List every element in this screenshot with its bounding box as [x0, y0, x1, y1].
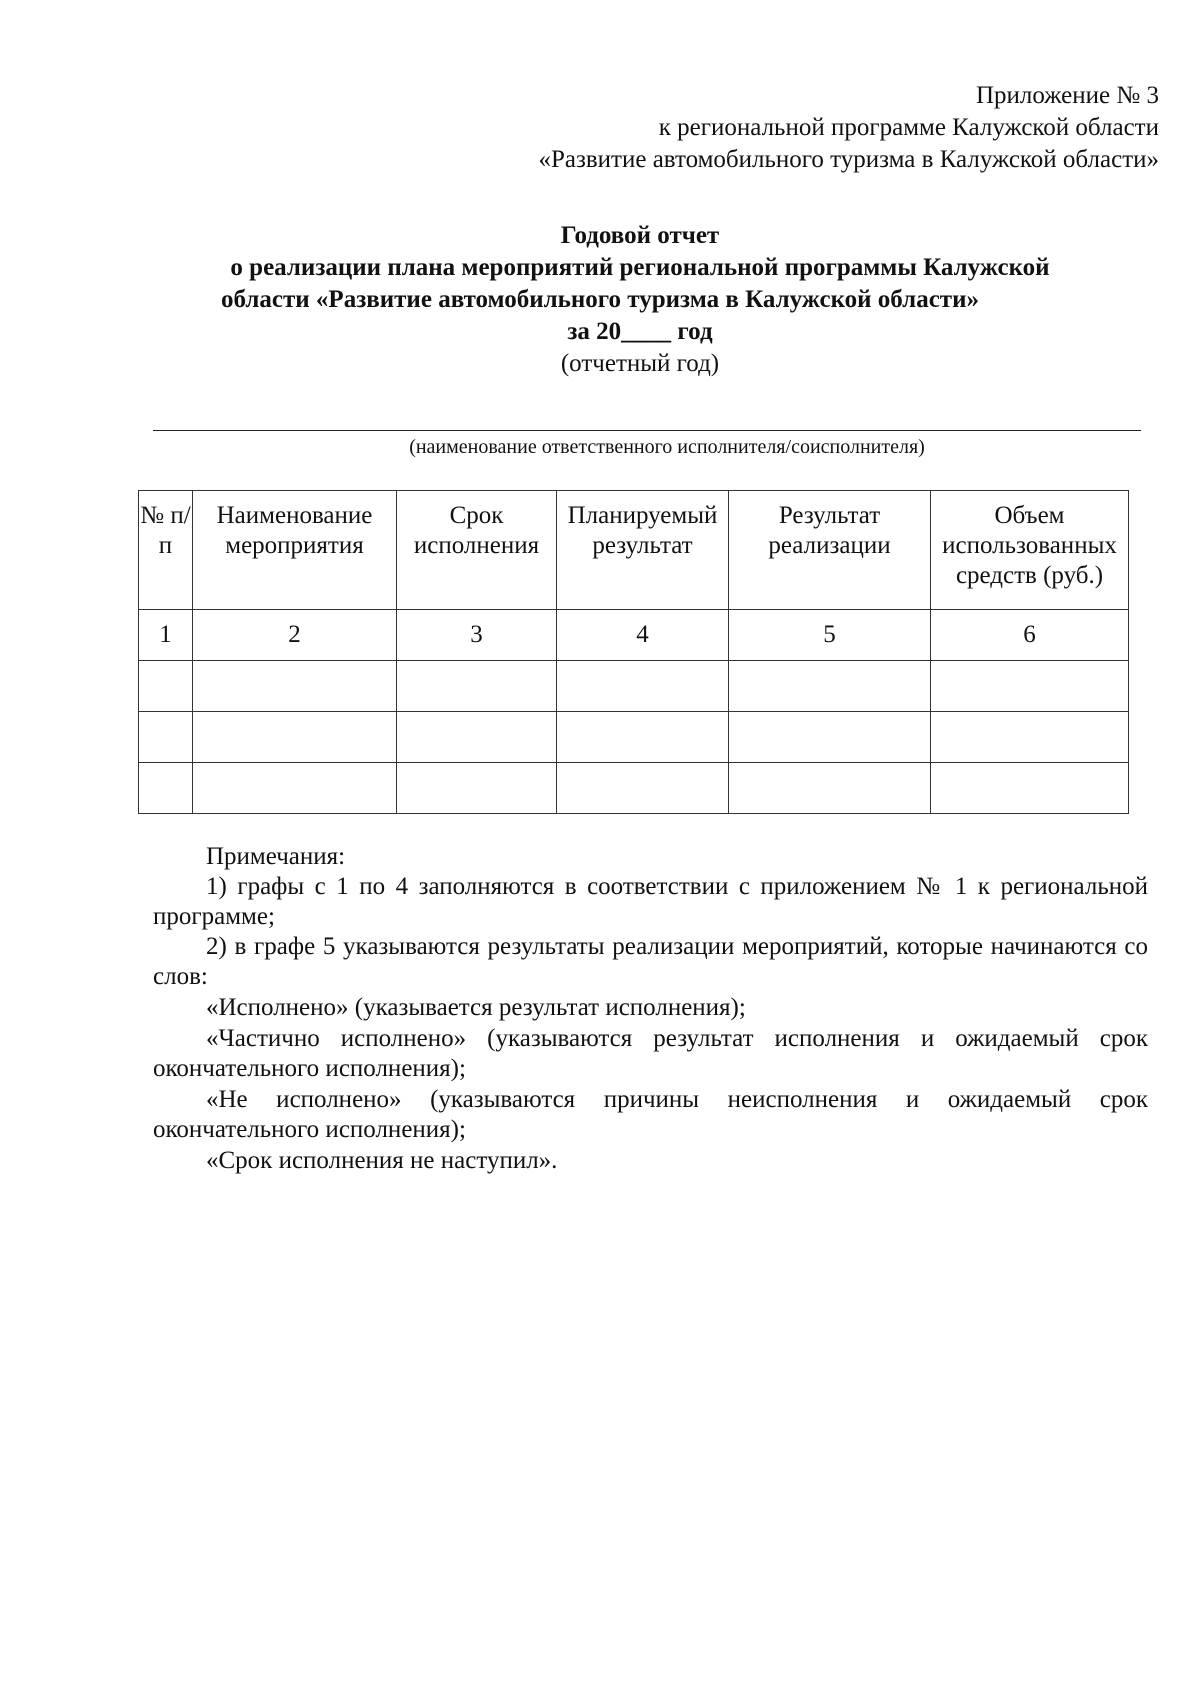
report-title [0, 220, 1200, 380]
note-item-executed: «Исполнено» (указывается результат исполнения); [206, 994, 746, 1021]
header-planned-result: Планируемый результат [557, 491, 729, 610]
table-cell [931, 712, 1129, 763]
table-row [139, 712, 1129, 763]
note-item-not-due: «Срок исполнения не наступил». [206, 1147, 558, 1174]
header-funds-used: Объем использованных средств (руб.) [931, 491, 1129, 610]
report-year-caption: (отчетный год) [560, 350, 720, 377]
notes-heading: Примечания: [206, 843, 346, 870]
report-title-subject-1: о реализации плана мероприятий региональной программы Калужской [230, 254, 1050, 281]
header-actual-result: Результат реализации [729, 491, 931, 610]
column-number-6: 6 [931, 610, 1129, 661]
appendix-program-name: «Развитие автомобильного туризма в Калужской области» [538, 146, 1159, 173]
column-number-3: 3 [397, 610, 557, 661]
table-cell [397, 661, 557, 712]
column-number-4: 4 [557, 610, 729, 661]
note-item-partially-executed: «Частично исполнено» (указываются результат исполнения и ожидаемый срок окончательного исполнения); [153, 1025, 1148, 1082]
table-cell [139, 712, 193, 763]
table-cell [729, 712, 931, 763]
report-table [138, 490, 1129, 814]
table-header-row [139, 491, 1129, 610]
table-cell [193, 712, 397, 763]
table-cell [557, 661, 729, 712]
table-cell [139, 763, 193, 814]
table-row [139, 661, 1129, 712]
report-title-subject-2: области «Развитие автомобильного туризма в Калужской области» [221, 286, 979, 313]
table-cell [139, 661, 193, 712]
table-cell [931, 661, 1129, 712]
header-event-name: Наименование мероприятия [193, 491, 397, 610]
notes-section [153, 842, 1148, 1176]
note-item-not-executed: «Не исполнено» (указываются причины неисполнения и ожидаемый срок окончательного исполнения); [153, 1086, 1148, 1143]
appendix-program-ref: к региональной программе Калужской области [658, 114, 1159, 141]
header-number: № п/п [139, 491, 193, 610]
appendix-header [259, 80, 1159, 176]
column-number-1: 1 [139, 610, 193, 661]
appendix-number: Приложение № 3 [975, 82, 1159, 109]
table-column-numbers-row [139, 610, 1129, 661]
table-cell [193, 661, 397, 712]
report-title-main: Годовой отчет [560, 222, 720, 249]
table-cell [557, 712, 729, 763]
header-deadline: Срок исполнения [397, 491, 557, 610]
table-row [139, 763, 1129, 814]
report-year: за 20____ год [567, 318, 713, 345]
note-item-1: 1) графы с 1 по 4 заполняются в соответствии с приложением № 1 к региональной программе; [153, 873, 1148, 930]
executor-caption: (наименование ответственного исполнителя/соисполнителя) [409, 436, 925, 458]
table-cell [931, 763, 1129, 814]
column-number-2: 2 [193, 610, 397, 661]
column-number-5: 5 [729, 610, 931, 661]
table-cell [397, 763, 557, 814]
note-item-2: 2) в графе 5 указываются результаты реализации мероприятий, которые начинаются со слов: [153, 933, 1148, 990]
table-cell [193, 763, 397, 814]
table-cell [397, 712, 557, 763]
table-cell [729, 661, 931, 712]
executor-name-field-line [153, 430, 1141, 431]
table-cell [557, 763, 729, 814]
table-cell [729, 763, 931, 814]
